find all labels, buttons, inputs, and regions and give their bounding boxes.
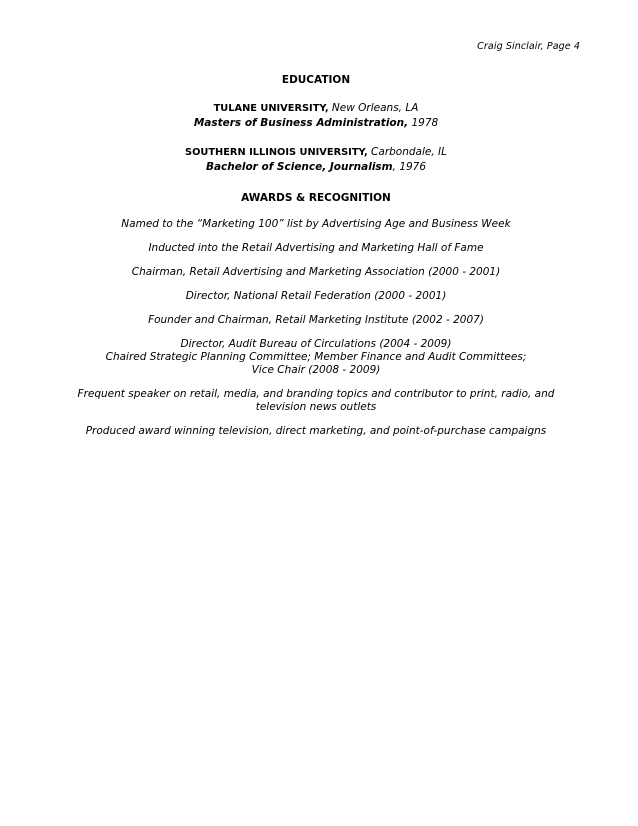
award-text: Director, National Retail Federation (2000 - 2001) <box>185 290 447 302</box>
education-entry <box>40 145 592 175</box>
award-item <box>40 314 592 327</box>
award-text: television news outlets <box>255 401 377 413</box>
school-location: New Orleans, LA <box>331 102 419 114</box>
award-text: Chaired Strategic Planning Committee; Member Finance and Audit Committees; <box>105 351 527 363</box>
award-text: Director, Audit Bureau of Circulations (2004 - 2009) <box>180 338 452 350</box>
degree-year: , 1976 <box>392 161 427 173</box>
award-text: Inducted into the Retail Advertising and Marketing Hall of Fame <box>148 242 484 254</box>
page-header: Craig Sinclair, Page 4 <box>477 41 580 52</box>
award-text: Chairman, Retail Advertising and Marketing Association (2000 - 2001) <box>131 266 501 278</box>
degree-line <box>40 160 592 175</box>
degree-name: Masters of Business Administration, <box>193 117 409 129</box>
award-item <box>20 388 612 414</box>
award-item <box>40 242 592 255</box>
degree-year: 1978 <box>411 117 439 129</box>
content-area <box>40 74 592 438</box>
award-item <box>40 218 592 231</box>
school-line <box>40 145 592 160</box>
award-text: Founder and Chairman, Retail Marketing Institute (2002 - 2007) <box>148 314 484 326</box>
award-item <box>40 338 592 377</box>
degree-name: Bachelor of Science, Journalism <box>205 161 393 173</box>
award-item <box>20 425 612 438</box>
award-item <box>40 290 592 303</box>
education-heading: EDUCATION <box>281 74 351 86</box>
award-text: Named to the “Marketing 100” list by Advertising Age and Business Week <box>121 218 511 230</box>
awards-heading: AWARDS & RECOGNITION <box>241 192 391 204</box>
school-name: TULANE UNIVERSITY, <box>213 103 329 114</box>
award-text: Produced award winning television, direct marketing, and point-of-purchase campaigns <box>85 425 547 437</box>
school-name: SOUTHERN ILLINOIS UNIVERSITY, <box>185 147 368 158</box>
school-location: Carbondale, IL <box>371 146 447 158</box>
education-entry <box>40 101 592 131</box>
award-text: Vice Chair (2008 - 2009) <box>251 364 381 376</box>
degree-line <box>40 116 592 131</box>
award-text: Frequent speaker on retail, media, and branding topics and contributor to print, radio, and <box>77 388 555 400</box>
school-line <box>40 101 592 116</box>
award-item <box>40 266 592 279</box>
